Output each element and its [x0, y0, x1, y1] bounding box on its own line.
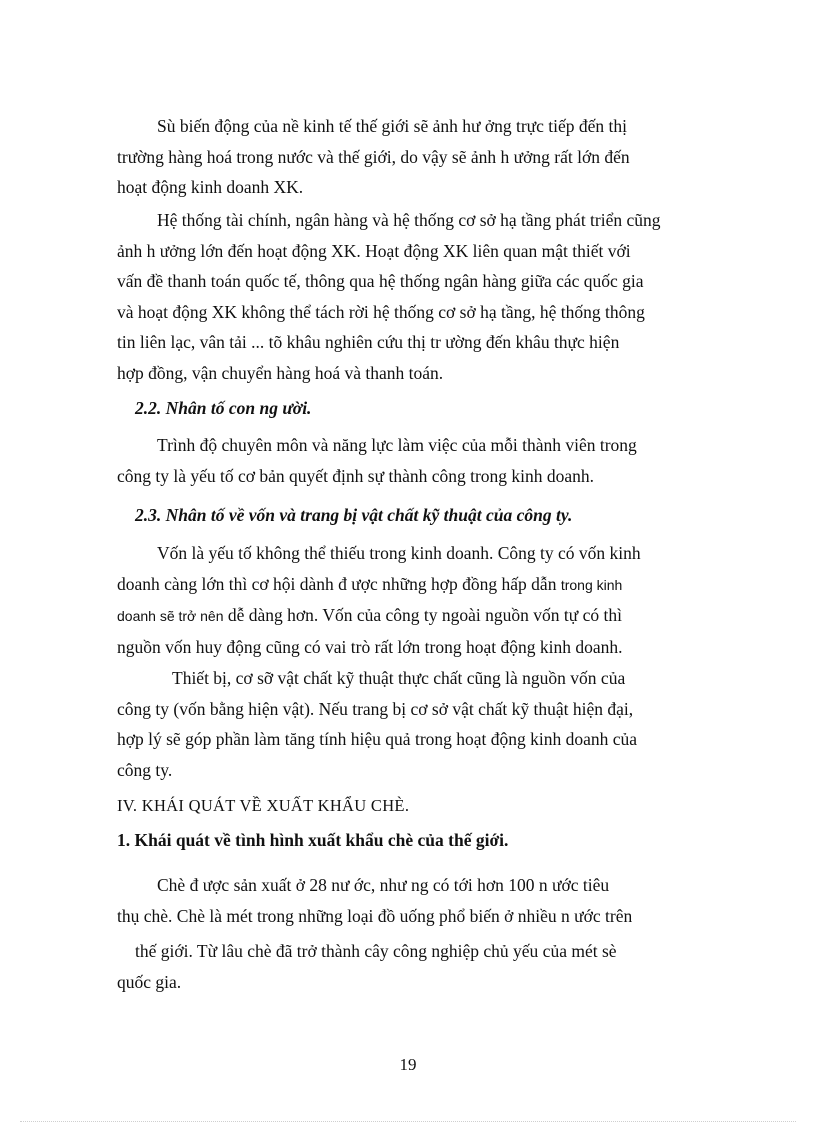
section-heading-capital-factor: 2.3. Nhân tố về vốn và trang bị vật chất kỹ thuật của công ty.: [135, 505, 573, 525]
paragraph-text: dễ dàng hơn. Vốn của công ty ngoài nguồn vốn tự có thì: [227, 605, 622, 625]
paragraph-line: hoạt động kinh doanh XK.: [117, 177, 304, 197]
paragraph-line: [117, 569, 697, 601]
chapter-heading-tea-export: IV. KHÁI QUÁT VỀ XUẤT KHẨU CHÈ.: [117, 796, 410, 815]
page-number: 19: [399, 1055, 417, 1074]
paragraph-line: Trình độ chuyên môn và năng lực làm việc của mỗi thành viên trong: [157, 435, 637, 455]
paragraph-line: thụ chè. Chè là mét trong những loại đồ uống phổ biến ở nhiều n ước trên: [117, 905, 633, 926]
paragraph-human-factor: [117, 430, 697, 491]
paragraph-line: công ty là yếu tố cơ bản quyết định sự thành công trong kinh doanh.: [117, 465, 595, 486]
paragraph-line: Vốn là yếu tố không thể thiếu trong kinh doanh. Công ty có vốn kinh: [157, 543, 641, 563]
paragraph-line: Thiết bị, cơ sỡ vật chất kỹ thuật thực chất cũng là nguồn vốn của: [172, 668, 626, 688]
paragraph-line: Hệ thống tài chính, ngân hàng và hệ thống cơ sở hạ tầng phát triển cũng: [157, 210, 661, 230]
paragraph-finance-infrastructure: [117, 205, 697, 388]
paragraph-line: hợp đồng, vận chuyển hàng hoá và thanh toán.: [117, 362, 444, 383]
paragraph-small-text: trong kinh: [560, 576, 623, 593]
paragraph-line: công ty (vốn bằng hiện vật). Nếu trang bị cơ sở vật chất kỹ thuật hiện đại,: [117, 698, 634, 719]
section-heading-human-factor: 2.2. Nhân tố con ng ười.: [135, 398, 312, 418]
section-heading-world-tea-export: 1. Khái quát về tình hình xuất khẩu chè của thế giới.: [117, 830, 509, 850]
paragraph-line: vấn đề thanh toán quốc tế, thông qua hệ thống ngân hàng giữa các quốc gia: [117, 271, 644, 291]
paragraph-line: công ty.: [117, 759, 173, 780]
paragraph-line: tin liên lạc, vân tải ... tõ khâu nghiên cứu thị tr ường đến khâu thực hiện: [117, 332, 620, 352]
paragraph-equipment: [117, 663, 697, 785]
paragraph-line: quốc gia.: [117, 971, 182, 992]
page-bottom-divider: [20, 1121, 796, 1122]
paragraph-text: doanh càng lớn thì cơ hội dành đ ược những hợp đồng hấp dẫn: [117, 573, 557, 594]
paragraph-tea-production: [117, 870, 697, 997]
paragraph-line: thế giới. Từ lâu chè đã trở thành cây công nghiệp chủ yếu của mét sè: [135, 941, 617, 961]
paragraph-line: và hoạt động XK không thể tách rời hệ thống cơ sở hạ tầng, hệ thống thông: [117, 301, 645, 322]
paragraph-line: trường hàng hoá trong nước và thế giới, do vậy sẽ ảnh h ưởng rất lớn đến: [117, 146, 630, 167]
paragraph-line: Sù biến động của nề kinh tế thế giới sẽ ảnh hư ởng trực tiếp đến thị: [157, 116, 628, 136]
paragraph-line: ảnh h ưởng lớn đến hoạt động XK. Hoạt động XK liên quan mật thiết với: [117, 240, 631, 261]
paragraph-economy: [117, 111, 697, 203]
paragraph-line: [117, 600, 697, 632]
paragraph-line: hợp lý sẽ góp phần làm tăng tính hiệu quả trong hoạt động kinh doanh của: [117, 729, 638, 749]
paragraph-line: Chè đ ược sản xuất ở 28 nư ớc, như ng có tới hơn 100 n ước tiêu: [157, 875, 610, 895]
paragraph-line: nguồn vốn huy động cũng có vai trò rất lớn trong hoạt động kinh doanh.: [117, 636, 623, 657]
paragraph-capital: [117, 538, 697, 662]
paragraph-small-text: doanh sẽ trở nên: [117, 608, 224, 624]
